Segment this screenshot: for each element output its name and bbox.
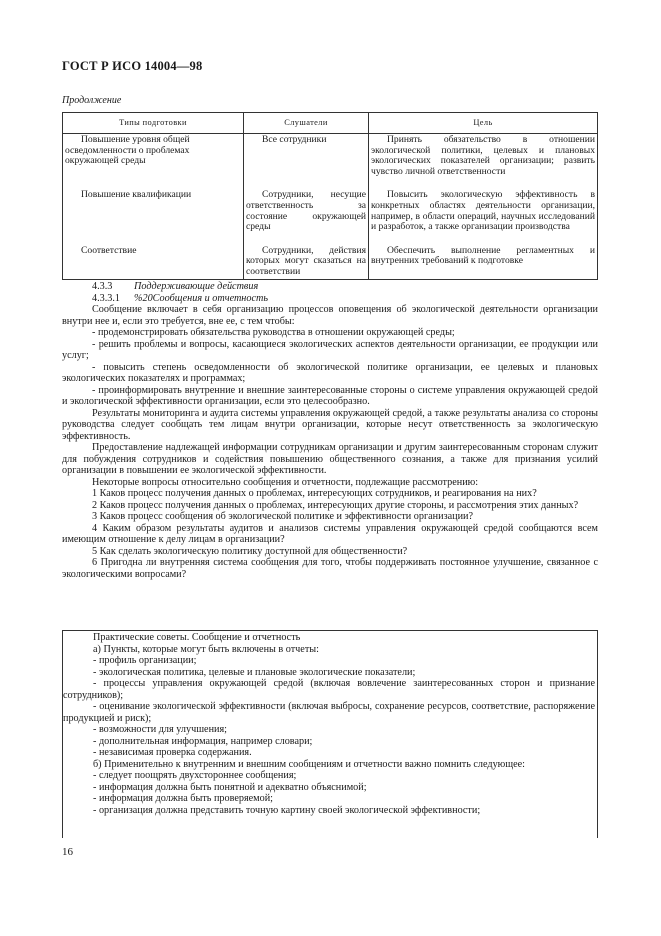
practical-tips-box: [62, 630, 598, 838]
question-item: 1 Каков процесс получения данных о проблемах, интересующих сотрудников, и реагирования на них?: [92, 488, 537, 499]
training-table: [62, 112, 598, 280]
box-item: - информация должна быть проверяемой;: [93, 793, 274, 804]
box-item: - профиль организации;: [93, 655, 197, 666]
subsection-title: %20Сообщения и отчетность: [134, 292, 268, 304]
document-header: ГОСТ Р ИСО 14004—98: [62, 59, 203, 73]
question-item: 4 Каким образом результаты аудитов и анализов системы управления окружающей средой сообщаются всем имеющим отношение к делу лицам в организации?: [62, 522, 598, 545]
box-item: - организация должна представить точную картину своей экологической эффективности;: [93, 804, 481, 816]
table-row: [63, 245, 598, 279]
page-number: 16: [62, 846, 73, 858]
section-number: 4.3.3: [92, 281, 113, 292]
list-item: - повысить степень осведомленности об экологической политике организации, ее целевых и плановых экологических показателях и программах;: [62, 361, 598, 384]
table-spacer: [63, 234, 598, 245]
list-item: - решить проблемы и вопросы, касающиеся экологических аспектов деятельности организации, ее продукции или услуг;: [62, 338, 598, 361]
box-item: а) Пункты, которые могут быть включены в отчеты:: [93, 643, 319, 655]
paragraph: Некоторые вопросы относительно сообщения и отчетности, подлежащие рассмотрению:: [92, 476, 479, 488]
question-item: 3 Каков процесс сообщения об экологической политике и эффективности организации?: [92, 511, 474, 522]
subsection-heading: [62, 293, 598, 305]
box-item: - информация должна быть понятной и адекватно объяснимой;: [93, 781, 367, 793]
box-item: - процессы управления окружающей средой (включая вовлечение заинтересованных сторон и признание сотрудников);: [63, 678, 595, 701]
box-item: - следует поощрять двухстороннее сообщения;: [93, 770, 297, 781]
cell-type: Повышение уровня общей осведомленности о проблемах окружающей среды: [63, 134, 244, 179]
main-text: [62, 281, 598, 580]
table-row: [63, 134, 598, 179]
question-item: 5 Как сделать экологическую политику доступной для общественности?: [92, 545, 408, 557]
subsection-number: 4.3.3.1: [92, 292, 121, 304]
column-header-type: Типы подготовки: [63, 113, 244, 134]
continuation-label: Продолжение: [62, 95, 122, 106]
section-heading: [62, 281, 598, 293]
cell-goal: Принять обязательство в отношении экологической политики, целевых и плановых экологических показателей организации; развить чувство личной ответственности: [369, 134, 598, 179]
cell-audience: Сотрудники, несущие ответственность за состояние окружающей среды: [244, 189, 369, 233]
box-item: - независимая проверка содержания.: [93, 747, 252, 758]
box-title: Практические советы. Сообщение и отчетность: [93, 632, 301, 643]
list-item: - проинформировать внутренние и внешние заинтересованные стороны о системе управления окружающей средой и экологической эффективности организации, если это целесообразно.: [62, 384, 598, 407]
cell-goal: Повысить экологическую эффективность в конкретных областях деятельности организации, например, в области операций, научных исследований и разработок, а также организации производства: [369, 189, 598, 233]
question-item: 2 Каков процесс получения данных о проблемах, интересующих другие стороны, и рассмотрения этих данных?: [92, 499, 579, 511]
box-item: - дополнительная информация, например словари;: [93, 735, 313, 747]
paragraph: Предоставление надлежащей информации сотрудникам организации и другим заинтересованным сторонам служит для побуждения сотрудников и содействия повышению общественного сознания, а также для признания усилий организации в повышении ее экологической эффективности.: [62, 442, 598, 476]
box-item: б) Применительно к внутренним и внешним сообщениям и отчетности важно помнить следующее:: [93, 758, 526, 770]
box-item: - возможности для улучшения;: [93, 724, 227, 735]
cell-goal: Обеспечить выполнение регламентных и внутренних требований к подготовке: [369, 245, 598, 279]
cell-type: Соответствие: [63, 245, 244, 279]
box-item: - оценивание экологической эффективности (включая выбросы, сохранение ресурсов, соответствие, распоряжение продукцией и риск);: [63, 701, 595, 724]
table-spacer: [63, 178, 598, 189]
paragraph: Результаты мониторинга и аудита системы управления окружающей средой, а также результаты анализа со стороны руководства следует сообщать тем лицам внутри организации, которые несут ответственность за экологическую эффективность.: [62, 407, 598, 442]
table-row: [63, 189, 598, 233]
question-item: 6 Пригодна ли внутренняя система сообщения для того, чтобы поддерживать постоянное улучшение, связанное с экологическими вопросами?: [62, 557, 598, 580]
column-header-audience: Слушатели: [244, 113, 369, 134]
cell-audience: Сотрудники, действия которых могут сказаться на соответствии: [244, 245, 369, 279]
box-item: - экологическая политика, целевые и плановые экологические показатели;: [93, 666, 416, 678]
cell-audience: Все сотрудники: [244, 134, 369, 179]
table-header-row: [63, 113, 598, 134]
cell-type: Повышение квалификации: [63, 189, 244, 233]
list-item: - продемонстрировать обязательства руководства в отношении окружающей среды;: [92, 327, 455, 338]
paragraph: Сообщение включает в себя организацию процессов оповещения об экологической деятельности организации внутри нее и, если это требуется, вне ее, с тем чтобы:: [62, 304, 598, 327]
column-header-goal: Цель: [369, 113, 598, 134]
section-title: Поддерживающие действия: [134, 281, 259, 292]
